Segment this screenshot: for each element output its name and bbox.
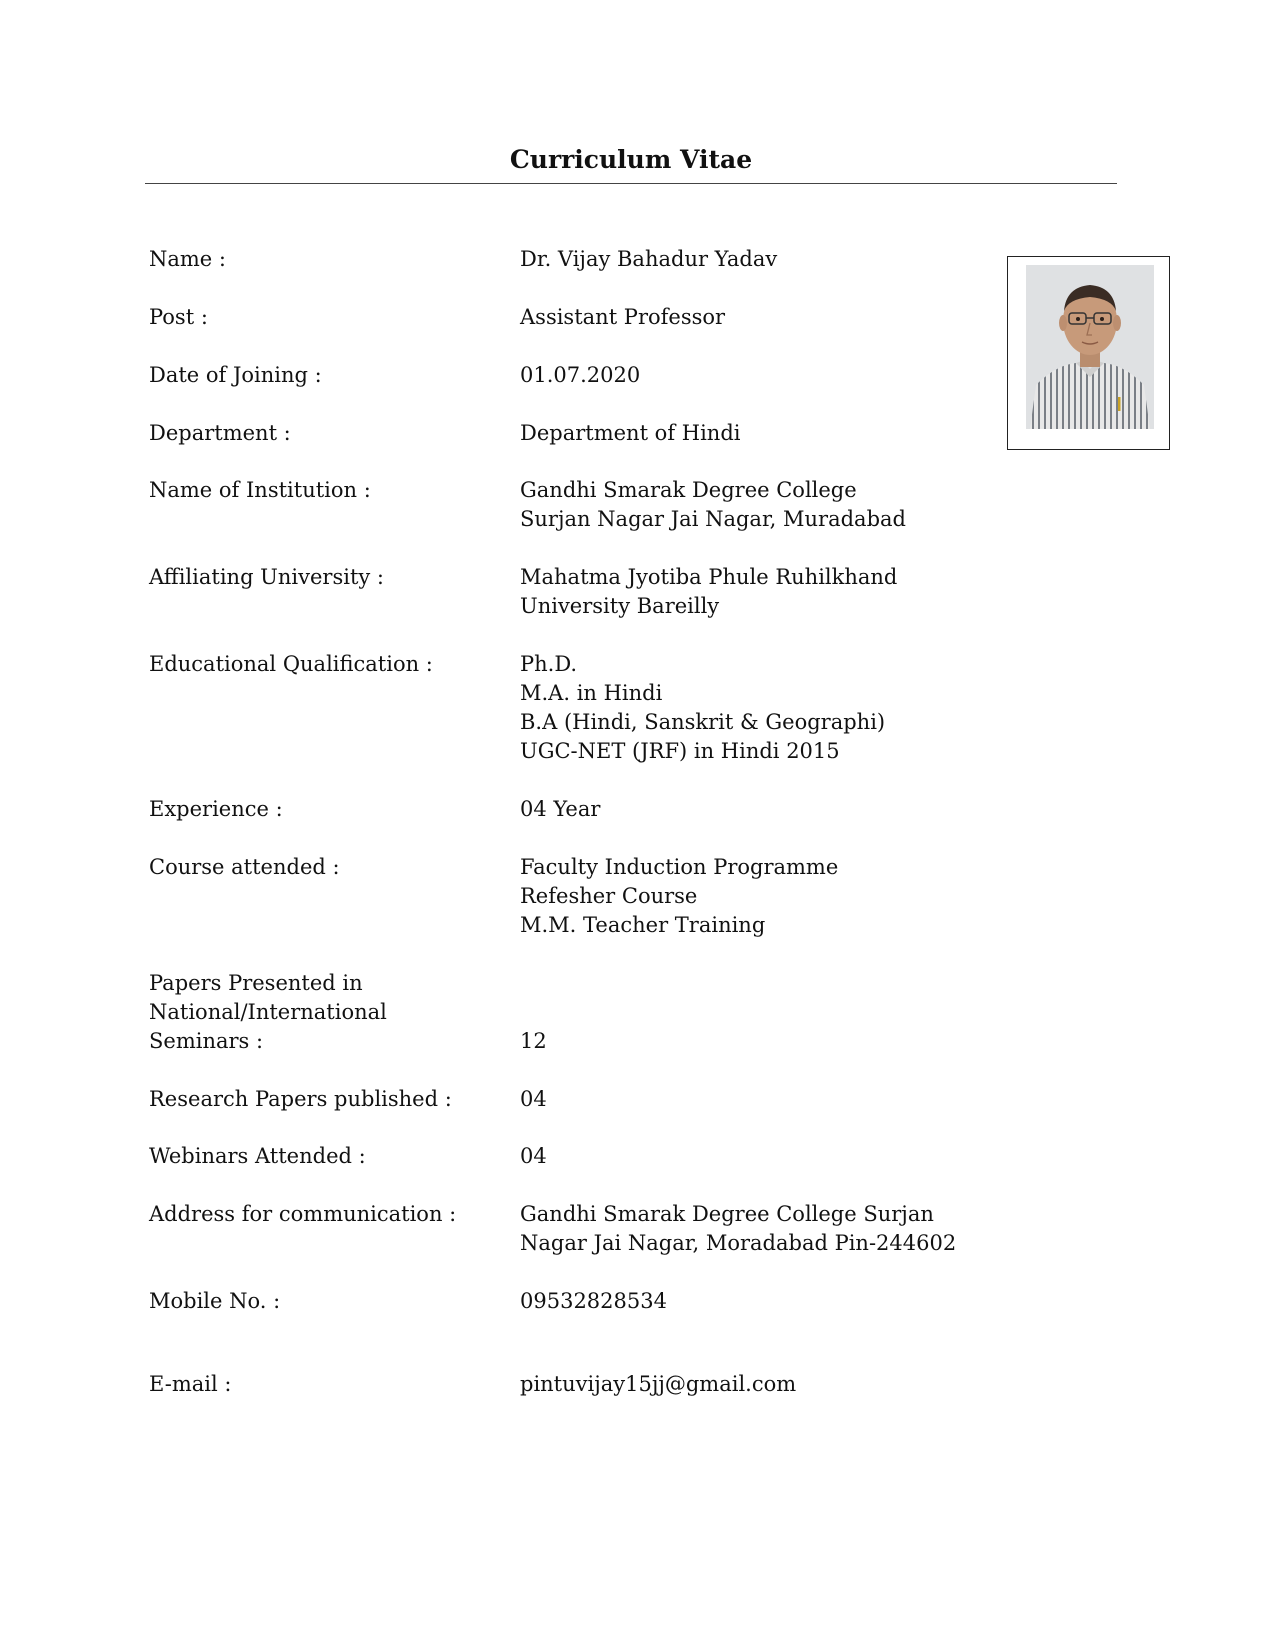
field-label-department [149, 419, 489, 448]
label-line: Name : [149, 247, 226, 271]
label-line: Seminars : [149, 1029, 264, 1053]
field-label-papers-presented [149, 969, 489, 1056]
value-line: Gandhi Smarak Degree College Surjan [520, 1202, 934, 1226]
field-label-address [149, 1200, 489, 1229]
label-line: Address for communication : [149, 1202, 457, 1226]
label-line: Post : [149, 305, 208, 329]
value-line: M.A. in Hindi [520, 681, 663, 705]
value-line: Refesher Course [520, 884, 698, 908]
field-label-post [149, 303, 489, 332]
label-line: Webinars Attended : [149, 1144, 366, 1168]
field-label-mobile [149, 1287, 489, 1316]
field-value-name [520, 245, 980, 274]
field-value-experience [520, 795, 980, 824]
value-line: 04 [520, 1144, 547, 1168]
field-label-experience [149, 795, 489, 824]
field-value-webinars [520, 1142, 980, 1171]
field-value-courses [520, 853, 980, 940]
label-line: Date of Joining : [149, 363, 322, 387]
value-line: 12 [520, 1029, 547, 1053]
value-line: M.M. Teacher Training [520, 913, 766, 937]
label-line: Educational Qualification : [149, 652, 433, 676]
label-line: Papers Presented in [149, 971, 363, 995]
field-value-email [520, 1370, 980, 1399]
photo-frame [1007, 256, 1170, 450]
value-line: Surjan Nagar Jai Nagar, Muradabad [520, 507, 906, 531]
label-line: Experience : [149, 797, 283, 821]
value-line: Nagar Jai Nagar, Moradabad Pin-244602 [520, 1231, 957, 1255]
value-line: B.A (Hindi, Sanskrit & Geographi) [520, 710, 886, 734]
field-label-name [149, 245, 489, 274]
value-line: Mahatma Jyotiba Phule Ruhilkhand [520, 565, 898, 589]
value-line: Dr. Vijay Bahadur Yadav [520, 247, 778, 271]
field-value-qualification [520, 650, 980, 766]
label-line: Mobile No. : [149, 1289, 281, 1313]
value-line: Gandhi Smarak Degree College [520, 478, 857, 502]
title-underline [145, 183, 1117, 184]
field-value-papers-presented [520, 1027, 980, 1056]
label-line: Name of Institution : [149, 478, 371, 502]
field-label-courses [149, 853, 489, 882]
field-label-institution [149, 476, 489, 505]
value-line: 04 Year [520, 797, 601, 821]
label-line: Department : [149, 421, 291, 445]
field-value-institution [520, 476, 980, 534]
field-value-date-of-joining [520, 361, 980, 390]
field-label-webinars [149, 1142, 489, 1171]
document-title: Curriculum Vitae [509, 145, 753, 174]
portrait-image [1026, 265, 1154, 429]
value-line: UGC-NET (JRF) in Hindi 2015 [520, 739, 840, 763]
value-line: University Bareilly [520, 594, 720, 618]
value-line: 01.07.2020 [520, 363, 641, 387]
field-label-university [149, 563, 489, 592]
label-line: E-mail : [149, 1372, 232, 1396]
field-value-post [520, 303, 980, 332]
value-line: pintuvijay15jj@gmail.com [520, 1372, 797, 1396]
label-line: Course attended : [149, 855, 340, 879]
field-label-date-of-joining [149, 361, 489, 390]
field-value-university [520, 563, 980, 621]
label-line: Affiliating University : [149, 565, 384, 589]
field-label-email [149, 1370, 489, 1399]
field-label-research-papers [149, 1085, 489, 1114]
field-label-qualification [149, 650, 489, 679]
label-line: Research Papers published : [149, 1087, 452, 1111]
value-line: 09532828534 [520, 1289, 667, 1313]
value-line: Department of Hindi [520, 421, 741, 445]
field-value-department [520, 419, 980, 448]
field-value-mobile [520, 1287, 980, 1316]
field-value-research-papers [520, 1085, 980, 1114]
label-line: National/International [149, 1000, 387, 1024]
field-value-address [520, 1200, 980, 1258]
value-line: Ph.D. [520, 652, 578, 676]
value-line: Assistant Professor [520, 305, 726, 329]
profile-photo [1026, 265, 1154, 429]
value-line: 04 [520, 1087, 547, 1111]
value-line: Faculty Induction Programme [520, 855, 839, 879]
